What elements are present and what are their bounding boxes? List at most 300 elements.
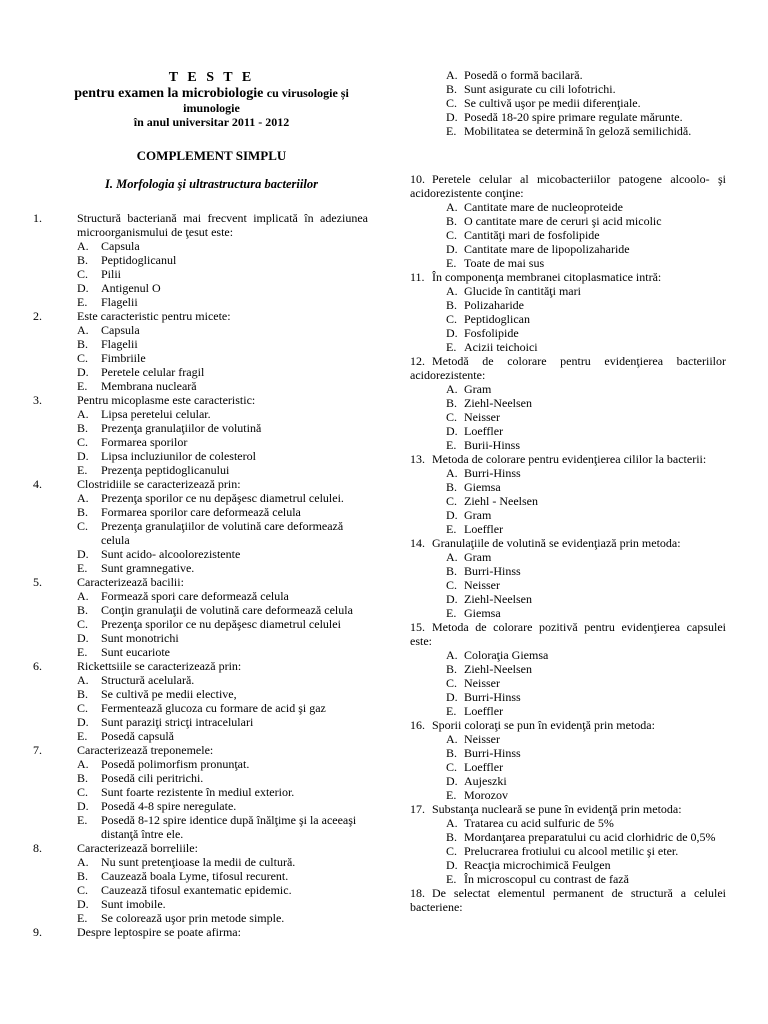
- option-item: [55, 897, 368, 911]
- option-text: Fermentează glucoza cu formare de acid şi gaz: [101, 701, 326, 715]
- question-stem: Despre leptospire se poate afirma:: [77, 925, 241, 939]
- question-text: [33, 309, 368, 323]
- option-text: Peretele celular fragil: [101, 365, 205, 379]
- option-text: Burri-Hinss: [464, 466, 521, 480]
- question-item: [410, 452, 726, 536]
- option-letter: E.: [77, 911, 88, 925]
- option-text: Prelucrarea frotiului cu alcool metilic şi eter.: [464, 844, 679, 858]
- option-list: [55, 673, 368, 743]
- option-text: Neisser: [464, 676, 500, 690]
- option-letter: D.: [446, 424, 458, 438]
- option-item: [410, 816, 726, 830]
- option-item: [55, 491, 368, 505]
- option-letter: A.: [446, 284, 458, 298]
- option-letter: D.: [446, 858, 458, 872]
- option-text: Capsula: [101, 239, 140, 253]
- option-letter: D.: [77, 897, 89, 911]
- option-letter: A.: [77, 491, 89, 505]
- option-letter: D.: [446, 242, 458, 256]
- option-letter: A.: [446, 732, 458, 746]
- question-text: [410, 718, 726, 732]
- option-letter: C.: [446, 312, 458, 326]
- question-number: 11.: [410, 270, 425, 284]
- option-letter: E.: [77, 379, 88, 393]
- option-text: Neisser: [464, 410, 500, 424]
- option-letter: D.: [77, 365, 89, 379]
- question-text: [33, 211, 368, 239]
- option-letter: A.: [77, 323, 89, 337]
- option-letter: B.: [77, 869, 89, 883]
- option-list: [410, 466, 726, 536]
- option-text: Ziehl-Neelsen: [464, 592, 532, 606]
- option-item: [410, 606, 726, 620]
- option-text: Nu sunt pretenţioase la medii de cultură.: [101, 855, 296, 869]
- option-letter: B.: [446, 214, 458, 228]
- option-text: Prezenţa granulaţiilor de volutină care deformează celula: [101, 519, 344, 547]
- option-letter: A.: [77, 757, 89, 771]
- option-letter: D.: [77, 631, 89, 645]
- option-text: Loeffler: [464, 522, 504, 536]
- option-item: [55, 267, 368, 281]
- question-stem: În componenţa membranei citoplasmatice intră:: [432, 270, 662, 284]
- question-stem: Pentru micoplasme este caracteristic:: [77, 393, 256, 407]
- question-stem: Metodă de colorare pentru evidenţierea bacteriilor acidorezistente:: [410, 354, 726, 382]
- option-text: Burri-Hinss: [464, 564, 521, 578]
- option-letter: B.: [446, 298, 458, 312]
- option-item: [410, 410, 726, 424]
- option-list: [410, 816, 726, 886]
- question-text: [410, 354, 726, 382]
- option-item: [55, 421, 368, 435]
- question-number: 13.: [410, 452, 425, 466]
- option-letter: D.: [446, 690, 458, 704]
- option-item: [410, 124, 726, 138]
- question-item: [33, 477, 368, 575]
- question-stem: Substanţa nucleară se pune în evidenţă prin metoda:: [432, 802, 682, 816]
- option-text: Acizii teichoici: [464, 340, 538, 354]
- question-stem: Caracterizează treponemele:: [77, 743, 214, 757]
- option-text: Gram: [464, 508, 492, 522]
- option-item: [410, 564, 726, 578]
- option-letter: B.: [446, 396, 458, 410]
- option-text: Giemsa: [464, 606, 501, 620]
- option-text: Formarea sporilor: [101, 435, 188, 449]
- option-letter: C.: [446, 844, 458, 858]
- option-item: [55, 337, 368, 351]
- question-stem: Metoda de colorare pozitivă pentru evidenţierea capsulei este:: [410, 620, 726, 648]
- option-letter: B.: [446, 662, 458, 676]
- option-list: [410, 550, 726, 620]
- option-letter: C.: [77, 351, 89, 365]
- option-item: [410, 746, 726, 760]
- option-letter: D.: [446, 326, 458, 340]
- option-item: [410, 662, 726, 676]
- option-item: [410, 438, 726, 452]
- title-line-1-tail: cu virusologie și: [266, 86, 349, 100]
- option-letter: C.: [77, 267, 89, 281]
- question-number: 4.: [33, 477, 42, 491]
- option-letter: E.: [446, 124, 457, 138]
- question-text: [410, 172, 726, 200]
- option-item: [410, 648, 726, 662]
- option-text: Burii-Hinss: [464, 438, 521, 452]
- option-item: [55, 855, 368, 869]
- option-letter: B.: [77, 253, 89, 267]
- question-item: [410, 802, 726, 886]
- option-letter: B.: [77, 603, 89, 617]
- option-text: Structură acelulară.: [101, 673, 195, 687]
- option-text: Lipsa peretelui celular.: [101, 407, 211, 421]
- question-stem: Sporii coloraţi se pun în evidenţă prin metoda:: [432, 718, 655, 732]
- option-item: [410, 844, 726, 858]
- option-text: Se cultivă uşor pe medii diferenţiale.: [464, 96, 641, 110]
- option-item: [55, 631, 368, 645]
- option-text: O cantitate mare de ceruri şi acid micolic: [464, 214, 662, 228]
- option-item: [410, 228, 726, 242]
- option-text: Cantitate mare de nucleoproteide: [464, 200, 623, 214]
- option-letter: D.: [77, 547, 89, 561]
- option-item: [55, 799, 368, 813]
- option-text: Pilii: [101, 267, 122, 281]
- option-text: Sunt paraziţi stricţi intracelulari: [101, 715, 254, 729]
- option-list: [410, 200, 726, 270]
- question-text: [33, 477, 368, 491]
- option-letter: B.: [446, 480, 458, 494]
- option-item: [410, 68, 726, 82]
- option-text: Ziehl-Neelsen: [464, 396, 532, 410]
- option-text: Flagelii: [101, 295, 138, 309]
- option-letter: B.: [446, 564, 458, 578]
- option-item: [55, 239, 368, 253]
- question-item: [410, 536, 726, 620]
- option-text: Prezenţa peptidoglicanului: [101, 463, 230, 477]
- option-list: [55, 757, 368, 841]
- option-item: [410, 110, 726, 124]
- option-text: În microscopul cu contrast de fază: [464, 872, 629, 886]
- option-text: Posedă polimorfism pronunţat.: [101, 757, 250, 771]
- option-item: [55, 519, 368, 547]
- option-text: Loeffler: [464, 704, 504, 718]
- page-title: T E S T E: [168, 70, 255, 85]
- question-stem: Structură bacteriană mai frecvent implicată în adeziunea microorganismului de ţesut este:: [77, 211, 368, 239]
- option-text: Formează spori care deformează celula: [101, 589, 289, 603]
- option-item: [410, 82, 726, 96]
- question-text: [410, 886, 726, 914]
- option-item: [55, 869, 368, 883]
- right-column: [410, 0, 726, 914]
- option-list: [410, 284, 726, 354]
- option-letter: A.: [446, 648, 458, 662]
- question-number: 18.: [410, 886, 425, 900]
- option-letter: E.: [77, 561, 88, 575]
- option-letter: E.: [446, 340, 457, 354]
- question-number: 14.: [410, 536, 425, 550]
- question-stem: Metoda de colorare pentru evidenţierea cililor la bacterii:: [432, 452, 707, 466]
- option-list: [410, 648, 726, 718]
- option-item: [55, 911, 368, 925]
- option-letter: B.: [446, 830, 458, 844]
- option-list: [410, 382, 726, 452]
- option-text: Sunt imobile.: [101, 897, 166, 911]
- question-stem: Caracterizează bacilii:: [77, 575, 184, 589]
- option-item: [55, 463, 368, 477]
- question-text: [33, 743, 368, 757]
- option-text: Conţin granulaţii de volutină care deformează celula: [101, 603, 353, 617]
- option-item: [55, 757, 368, 771]
- option-text: Posedă 4-8 spire neregulate.: [101, 799, 237, 813]
- option-item: [410, 788, 726, 802]
- question-number: 17.: [410, 802, 425, 816]
- option-letter: A.: [446, 466, 458, 480]
- title-line-1-main: pentru examen la microbiologie: [74, 86, 264, 101]
- option-text: Burri-Hinss: [464, 746, 521, 760]
- option-letter: D.: [446, 110, 458, 124]
- option-text: Ziehl-Neelsen: [464, 662, 532, 676]
- option-text: Giemsa: [464, 480, 501, 494]
- option-letter: E.: [77, 295, 88, 309]
- option-item: [410, 256, 726, 270]
- option-item: [410, 830, 726, 844]
- option-text: Se cultivă pe medii elective,: [101, 687, 237, 701]
- option-item: [410, 284, 726, 298]
- option-letter: A.: [77, 855, 89, 869]
- option-letter: A.: [446, 550, 458, 564]
- option-letter: A.: [446, 382, 458, 396]
- option-text: Tratarea cu acid sulfuric de 5%: [464, 816, 614, 830]
- option-item: [410, 732, 726, 746]
- option-letter: E.: [446, 788, 457, 802]
- option-item: [55, 701, 368, 715]
- option-text: Gram: [464, 550, 492, 564]
- option-letter: C.: [77, 519, 89, 533]
- option-text: Posedă capsulă: [101, 729, 174, 743]
- option-text: Ziehl - Neelsen: [464, 494, 538, 508]
- question-item: [33, 925, 368, 939]
- option-letter: C.: [446, 578, 458, 592]
- option-text: Posedă 8-12 spire identice după înălţime şi la aceeaşi distanţă între ele.: [101, 813, 357, 841]
- option-letter: E.: [77, 813, 88, 827]
- option-item: [410, 480, 726, 494]
- question-text: [33, 925, 368, 939]
- option-text: Cauzează tifosul exantematic epidemic.: [101, 883, 292, 897]
- option-letter: C.: [77, 785, 89, 799]
- question-number: 15.: [410, 620, 425, 634]
- question-number: 8.: [33, 841, 42, 855]
- title-line-3: în anul universitar 2011 - 2012: [133, 115, 290, 129]
- option-item: [55, 589, 368, 603]
- question-number: 6.: [33, 659, 42, 673]
- option-letter: D.: [446, 592, 458, 606]
- question-item: [410, 172, 726, 270]
- left-question-list: [33, 211, 368, 939]
- option-item: [55, 883, 368, 897]
- option-text: Sunt eucariote: [101, 645, 170, 659]
- option-text: Antigenul O: [101, 281, 161, 295]
- question-item: [410, 620, 726, 718]
- option-letter: C.: [77, 617, 89, 631]
- option-item: [410, 760, 726, 774]
- question-number: 9.: [33, 925, 42, 939]
- option-letter: A.: [77, 239, 89, 253]
- right-question-list: [410, 172, 726, 914]
- question-item: [33, 575, 368, 659]
- option-item: [55, 435, 368, 449]
- option-item: [410, 312, 726, 326]
- option-item: [410, 326, 726, 340]
- option-text: Se colorează uşor prin metode simple.: [101, 911, 285, 925]
- option-item: [410, 494, 726, 508]
- question-number: 12.: [410, 354, 425, 368]
- option-text: Prezenţa granulaţiilor de volutină: [101, 421, 262, 435]
- option-text: Prezenţa sporilor ce nu depăşesc diametrul celulei.: [101, 491, 344, 505]
- question-stem: De selectat elementul permanent de structură a celulei bacteriene:: [410, 886, 726, 914]
- option-letter: D.: [77, 715, 89, 729]
- question-number: 10.: [410, 172, 425, 186]
- option-item: [55, 617, 368, 631]
- option-item: [55, 687, 368, 701]
- option-letter: C.: [446, 410, 458, 424]
- option-item: [410, 424, 726, 438]
- option-list: [55, 589, 368, 659]
- option-letter: A.: [446, 200, 458, 214]
- option-letter: E.: [446, 606, 457, 620]
- option-text: Cauzează boala Lyme, tifosul recurent.: [101, 869, 289, 883]
- option-item: [410, 774, 726, 788]
- option-text: Prezenţa sporilor ce nu depăşesc diametrul celulei: [101, 617, 341, 631]
- option-letter: A.: [77, 407, 89, 421]
- option-letter: D.: [446, 774, 458, 788]
- question-text: [33, 393, 368, 407]
- option-text: Formarea sporilor care deformează celula: [101, 505, 301, 519]
- option-text: Polizaharide: [464, 298, 524, 312]
- option-text: Mordanţarea preparatului cu acid clorhidric de 0,5%: [464, 830, 716, 844]
- option-item: [410, 466, 726, 480]
- question-item: [410, 886, 726, 914]
- option-text: Loeffler: [464, 760, 504, 774]
- question-item: [410, 270, 726, 354]
- option-item: [55, 785, 368, 799]
- option-text: Gram: [464, 382, 492, 396]
- option-list: [410, 732, 726, 802]
- option-item: [55, 323, 368, 337]
- option-list: [55, 323, 368, 393]
- option-item: [55, 253, 368, 267]
- question-item: [33, 743, 368, 841]
- option-letter: A.: [446, 816, 458, 830]
- option-letter: E.: [77, 645, 88, 659]
- option-item: [55, 603, 368, 617]
- option-item: [410, 690, 726, 704]
- option-item: [55, 407, 368, 421]
- option-item: [55, 547, 368, 561]
- option-letter: E.: [446, 438, 457, 452]
- option-item: [410, 522, 726, 536]
- option-item: [55, 379, 368, 393]
- question-item: [33, 841, 368, 925]
- question-number: 3.: [33, 393, 42, 407]
- option-item: [55, 351, 368, 365]
- option-text: Peptidoglicanul: [101, 253, 177, 267]
- question-number: 5.: [33, 575, 42, 589]
- question-number: 2.: [33, 309, 42, 323]
- question-text: [33, 575, 368, 589]
- option-item: [410, 96, 726, 110]
- option-list: [55, 239, 368, 309]
- question-text: [33, 659, 368, 673]
- question-number: 1.: [33, 211, 42, 225]
- option-text: Aujeszki: [464, 774, 507, 788]
- q9-options: [410, 68, 726, 138]
- option-text: Sunt monotrichi: [101, 631, 179, 645]
- question-stem: Rickettsiile se caracterizează prin:: [77, 659, 242, 673]
- option-item: [410, 592, 726, 606]
- question-stem: Granulaţiile de volutină se evidenţiază prin metoda:: [432, 536, 681, 550]
- option-text: Burri-Hinss: [464, 690, 521, 704]
- left-column: [33, 0, 368, 939]
- option-item: [410, 242, 726, 256]
- question-item: [33, 309, 368, 393]
- option-item: [410, 578, 726, 592]
- option-item: [55, 813, 368, 841]
- question-item: [33, 211, 368, 309]
- option-text: Reacţia microchimică Feulgen: [464, 858, 611, 872]
- title-block: [55, 70, 368, 191]
- option-item: [410, 396, 726, 410]
- option-text: Lipsa incluziunilor de colesterol: [101, 449, 256, 463]
- option-letter: B.: [77, 771, 89, 785]
- option-letter: E.: [446, 872, 457, 886]
- question-text: [33, 841, 368, 855]
- complement-heading: COMPLEMENT SIMPLU: [136, 148, 287, 163]
- option-item: [410, 676, 726, 690]
- option-item: [55, 715, 368, 729]
- option-text: Posedă cili peritrichi.: [101, 771, 204, 785]
- option-item: [55, 771, 368, 785]
- option-item: [55, 281, 368, 295]
- option-text: Cantităţi mari de fosfolipide: [464, 228, 600, 242]
- option-text: Loeffler: [464, 424, 504, 438]
- option-item: [55, 645, 368, 659]
- question-stem: Clostridiile se caracterizează prin:: [77, 477, 241, 491]
- option-item: [55, 505, 368, 519]
- question-number: 16.: [410, 718, 425, 732]
- option-text: Capsula: [101, 323, 140, 337]
- option-item: [55, 673, 368, 687]
- option-letter: B.: [446, 82, 458, 96]
- question-item: [410, 354, 726, 452]
- option-item: [410, 340, 726, 354]
- option-letter: C.: [446, 228, 458, 242]
- option-letter: C.: [77, 435, 89, 449]
- option-letter: B.: [446, 746, 458, 760]
- question-item: [33, 659, 368, 743]
- option-text: Peptidoglican: [464, 312, 530, 326]
- option-item: [55, 295, 368, 309]
- option-letter: C.: [446, 494, 458, 508]
- option-text: Sunt asigurate cu cili lofotrichi.: [464, 82, 616, 96]
- option-letter: A.: [77, 673, 89, 687]
- option-letter: C.: [446, 96, 458, 110]
- option-letter: B.: [77, 421, 89, 435]
- option-item: [410, 872, 726, 886]
- option-letter: E.: [446, 522, 457, 536]
- question-text: [410, 452, 726, 466]
- option-letter: A.: [77, 589, 89, 603]
- question-stem: Este caracteristic pentru micete:: [77, 309, 231, 323]
- option-text: Morozov: [464, 788, 508, 802]
- option-item: [410, 200, 726, 214]
- question-text: [410, 620, 726, 648]
